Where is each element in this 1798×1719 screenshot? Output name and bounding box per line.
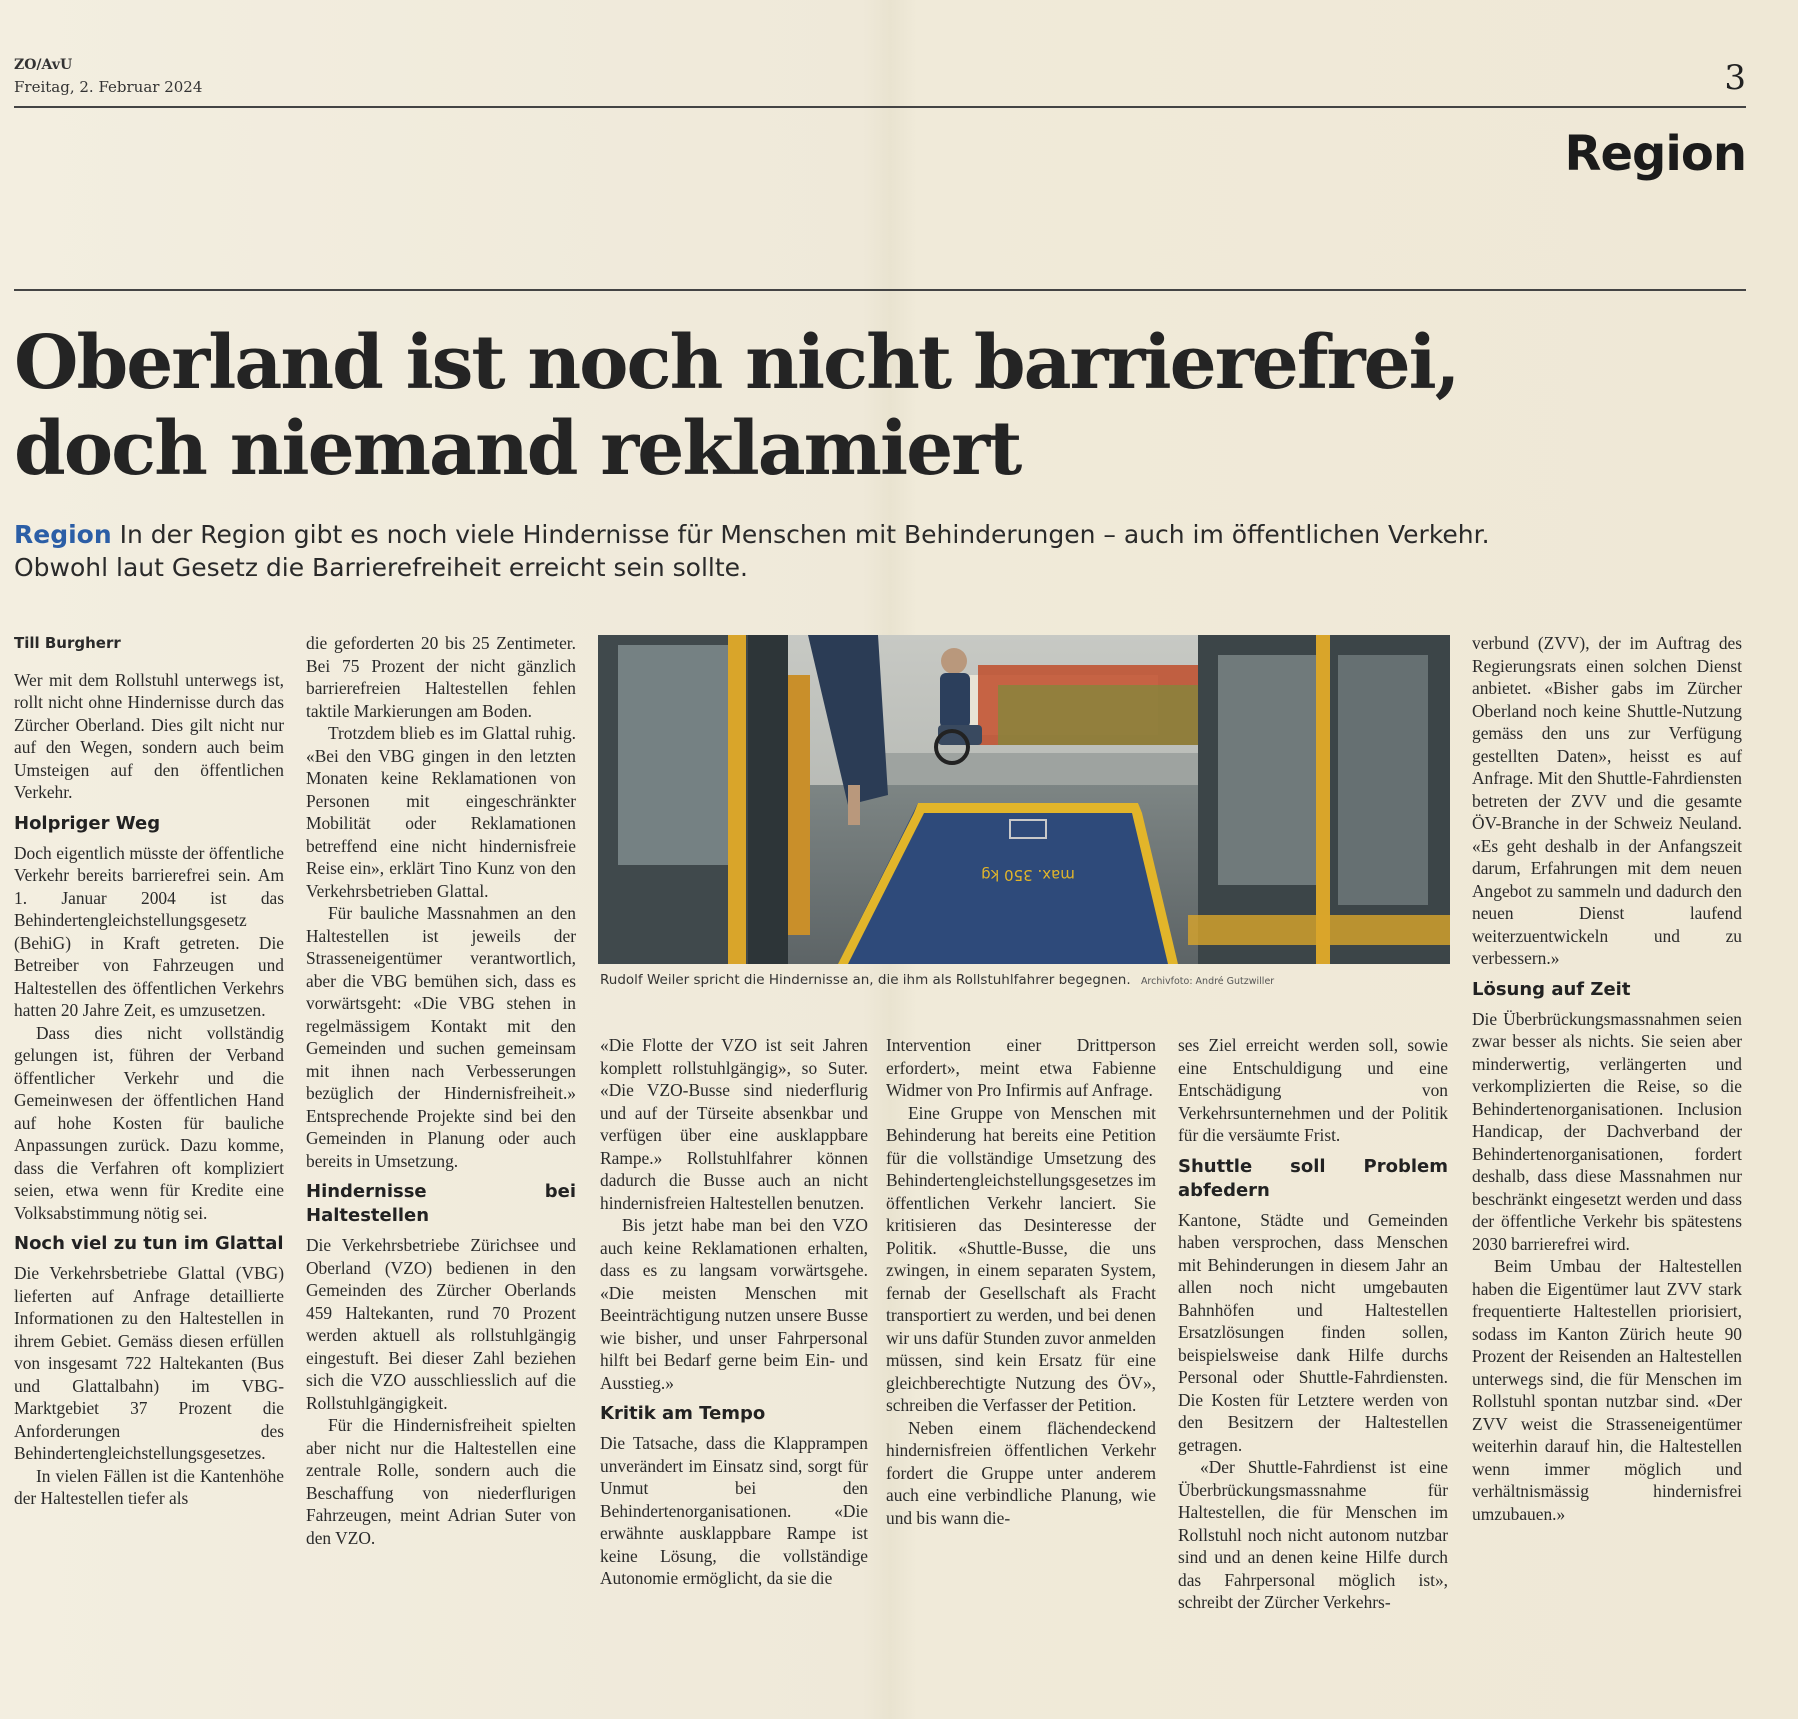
lead-region-tag: Region [14,520,112,549]
paragraph: die geforderten 20 bis 25 Zentimeter. Bei 75 Prozent der nicht gänzlich barrierefreien Haltestellen fehlen taktile Markierungen am Boden. [306,633,576,721]
paragraph: Wer mit dem Rollstuhl unterwegs ist, rollt nicht ohne Hindernisse durch das Zürcher Oberland. Dies gilt nicht nur auf den Wegen, sondern auch beim Umsteigen auf den öffentlichen Verkehr. [14,669,284,802]
paragraph: Intervention einer Drittperson erfordert», meint etwa Fabienne Widmer von Pro Infirmis auf Anfrage. [886,1035,1156,1100]
article-column-6 [1472,632,1742,1525]
page-number: 3 [1724,58,1746,98]
headline-line-2: doch niemand reklamiert [14,406,1021,492]
paragraph: Kantone, Städte und Gemeinden haben versprochen, dass Menschen mit Behinderungen in diesem Jahr an allen noch nicht umgebauten Bahnhöfen und Haltestellen Ersatzlösungen finden sollen, beispielsweise dank Hilfe durchs Personal oder Shuttle-Fahrdiensten. Die Kosten für Letztere werden von den Besitzern der Haltestellen getragen. [1178,1209,1448,1455]
lead-text: In der Region gibt es noch viele Hindernisse für Menschen mit Behinderungen – auch im öffentlichen Verkehr. Obwohl laut Gesetz die Barrierefreiheit erreicht sein sollte. [14,520,1490,582]
paragraph: Eine Gruppe von Menschen mit Behinderung hat bereits eine Petition für die vollständige Umsetzung des Behindertengleichstellungsgesetzes im öffentlichen Verkehr lanciert. Sie kritisieren das Desinteresse der Politik. «Shuttle-Busse, die uns zwingen, in einem separaten System, fernab der Gesellschaft als Fracht transportiert zu werden, und bei denen wir uns dafür Stunden zuvor anmelden müssen, sind kein Ersatz für eine gleichberechtigte Nutzung des ÖV», schreiben die Verfasser der Petition. [886,1102,1156,1415]
paragraph: Die Verkehrsbetriebe Zürichsee und Oberland (VZO) bedienen in den Gemeinden des Zürcher Oberlands 459 Haltekanten, rund 70 Prozent werden aktuell als rollstuhlgängig eingestuft. Bei dieser Zahl beziehen sich die VZO ausschliesslich auf die Rollstuhlgängigkeit. [306,1235,576,1413]
section-title: Region [1564,126,1746,182]
subheading: Noch viel zu tun im Glattal [14,1233,284,1254]
paragraph: Die Überbrückungsmassnahmen seien zwar besser als nichts. Sie seien aber minderwertig, verlängerten und verkomplizierten die Reise, so die Behindertenorganisationen. Inclusion Handicap, der Dachverband der Behindertenorganisationen, fordert deshalb, dass diese Massnahmen nur beschränkt eingesetzt werden und dass der öffentliche Verkehr bis spätestens 2030 barrierefrei wird. [1472,1008,1742,1254]
paragraph: Doch eigentlich müsste der öffentliche Verkehr bereits barrierefrei sein. Am 1. Januar 2004 ist das Behindertengleichstellungsgesetz (BehiG) in Kraft getreten. Die Betreiber von Fahrzeugen und Haltestellen des öffentlichen Verkehrs hatten 20 Jahre Zeit, es umzusetzen. [14,842,284,1020]
paragraph: Für die Hindernisfreiheit spielten aber nicht nur die Haltestellen eine zentrale Rolle, sondern auch die Beschaffung von niederflurigen Fahrzeugen, meint Adrian Suter von den VZO. [306,1415,576,1548]
photo-caption [600,972,1460,988]
article-headline [14,320,1514,492]
paragraph: verbund (ZVV), der im Auftrag des Regierungsrats einen solchen Dienst anbietet. «Bisher gabs im Zürcher Oberland noch keine Shuttle-Nutzung gemäss den uns zur Verfügung gestellten Daten», heisst es auf Anfrage. Mit den Shuttle-Fahrdiensten betreten der ZVV und die gesamte ÖV-Branche in der Schweiz Neuland. «Es geht deshalb in der Anfangszeit darum, Erfahrungen mit dem neuen Angebot zu sammeln und dadurch den neuen Dienst laufend weiterzuentwickeln und zu verbessern.» [1472,633,1742,968]
paragraph: Dass dies nicht vollständig gelungen ist, führen der Verband öffentlicher Verkehr und die Gemeinwesen der öffentlichen Hand auf hohe Kosten für bauliche Anpassungen zurück. Dazu komme, dass die Verfahren oft kompliziert seien, etwa wenn für Kredite eine Volksabstimmung nötig sei. [14,1022,284,1223]
paragraph: «Die Flotte der VZO ist seit Jahren komplett rollstuhlgängig», so Suter. «Die VZO-Busse sind niederflurig und auf der Türseite absenkbar und verfügen über eine ausklappbare Rampe.» Rollstuhlfahrer können dadurch die Busse auch an nicht hindernisfreien Haltestellen benutzen. [600,1035,868,1213]
article-column-4 [886,1034,1156,1529]
article-lead [14,518,1534,584]
headline-line-1: Oberland ist noch nicht barrierefrei, [14,320,1459,406]
subheading: Kritik am Tempo [600,1403,766,1424]
section-rule [14,289,1746,291]
publication-name: ZO/AvU [14,57,73,73]
author-byline: Till Burgherr [14,634,121,652]
paragraph: ses Ziel erreicht werden soll, sowie eine Entschuldigung und eine Entschädigung von Verkehrsunternehmen und der Politik für die versäumte Frist. [1178,1035,1448,1145]
ramp-load-label: max. 350 kg [981,866,1075,884]
paragraph: «Der Shuttle-Fahrdienst ist eine Überbrückungsmassnahme für Haltestellen, die für Menschen im Rollstuhl noch nicht autonom nutzbar sind und an denen keine Hilfe durch das Fahrpersonal möglich ist», schreibt der Zürcher Verkehrs- [1178,1457,1448,1612]
photo-credit: Archivfoto: André Gutzwiller [1140,976,1275,987]
subheading: Holpriger Weg [14,812,161,834]
article-column-1 [14,632,284,1510]
article-photo [598,635,1450,964]
paragraph: Die Tatsache, dass die Klapprampen unverändert im Einsatz sind, sorgt für Unmut bei den Behindertenorganisationen. «Die erwähnte ausklappbare Rampe ist keine Lösung, die vollständige Autonomie ermöglicht, da sie die [600,1433,868,1588]
paragraph: Die Verkehrsbetriebe Glattal (VBG) lieferten auf Anfrage detaillierte Informationen zu den Haltestellen in ihrem Gebiet. Gemäss diesen erfüllen von insgesamt 722 Haltekanten (Bus und Glattalbahn) im VBG-Marktgebiet 37 Prozent die Anforderungen des Behindertengleichstellungsgesetzes. [14,1263,284,1463]
paragraph: Bis jetzt habe man bei den VZO auch keine Reklamationen erhalten, dass es zu langsam vorwärtsgehe. «Die meisten Menschen mit Beeinträchtigung nutzen unsere Busse wie bisher, und unser Fahrpersonal hilft bei Bedarf gerne beim Ein- und Ausstieg.» [600,1215,868,1393]
article-column-5 [1178,1034,1448,1614]
paragraph: Neben einem flächendeckend hindernisfreien öffentlichen Verkehr fordert die Gruppe unter anderem auch eine verbindliche Planung, wie und bis wann die- [886,1417,1156,1528]
issue-date: Freitag, 2. Februar 2024 [14,78,203,96]
subheading: Hindernisse bei Haltestellen [306,1181,576,1226]
article-column-2 [306,632,576,1549]
subheading: Lösung auf Zeit [1472,978,1631,1000]
paragraph: Für bauliche Massnahmen an den Haltestellen ist jeweils der Strasseneigentümer verantwortlich, aber die VBG bemühen sich, dass es vorwärtsgeht: «Die VBG stehen in regelmässigem Kontakt mit den Gemeinden und suchen gemeinsam mit ihnen nach Verbesserungen bezüglich der Hindernisfreiheit.» Entsprechende Projekte sind bei den Gemeinden in Planung oder auch bereits in Umsetzung. [306,903,576,1171]
caption-text: Rudolf Weiler spricht die Hindernisse an, die ihm als Rollstuhlfahrer begegnen. [600,972,1131,988]
paragraph: In vielen Fällen ist die Kantenhöhe der Haltestellen tiefer als [14,1465,284,1508]
paragraph: Trotzdem blieb es im Glattal ruhig. «Bei den VBG gingen in den letzten Monaten keine Reklamationen von Personen mit eingeschränkter Mobilität oder Reklamationen betreffend eine nicht hindernisfreie Reise ein», erklärt Tino Kunz von den Verkehrsbetrieben Glattal. [306,723,576,901]
article-column-3 [600,1034,868,1590]
paragraph: Beim Umbau der Haltestellen haben die Eigentümer laut ZVV stark frequentierte Haltestellen priorisiert, sodass im Kanton Zürich heute 90 Prozent der Reisenden an Haltestellen unterwegs sind, die für Menschen im Rollstuhl spontan nutzbar sind. «Der ZVV weist die Strasseneigentümer weiterhin darauf hin, die Haltestellen wenn immer möglich und verhältnismässig hindernisfrei umzubauen.» [1472,1256,1742,1524]
page-header [14,54,202,98]
subheading: Shuttle soll Problem abfedern [1178,1155,1448,1201]
bus-ramp-photo [598,635,1450,964]
header-rule [14,106,1746,108]
